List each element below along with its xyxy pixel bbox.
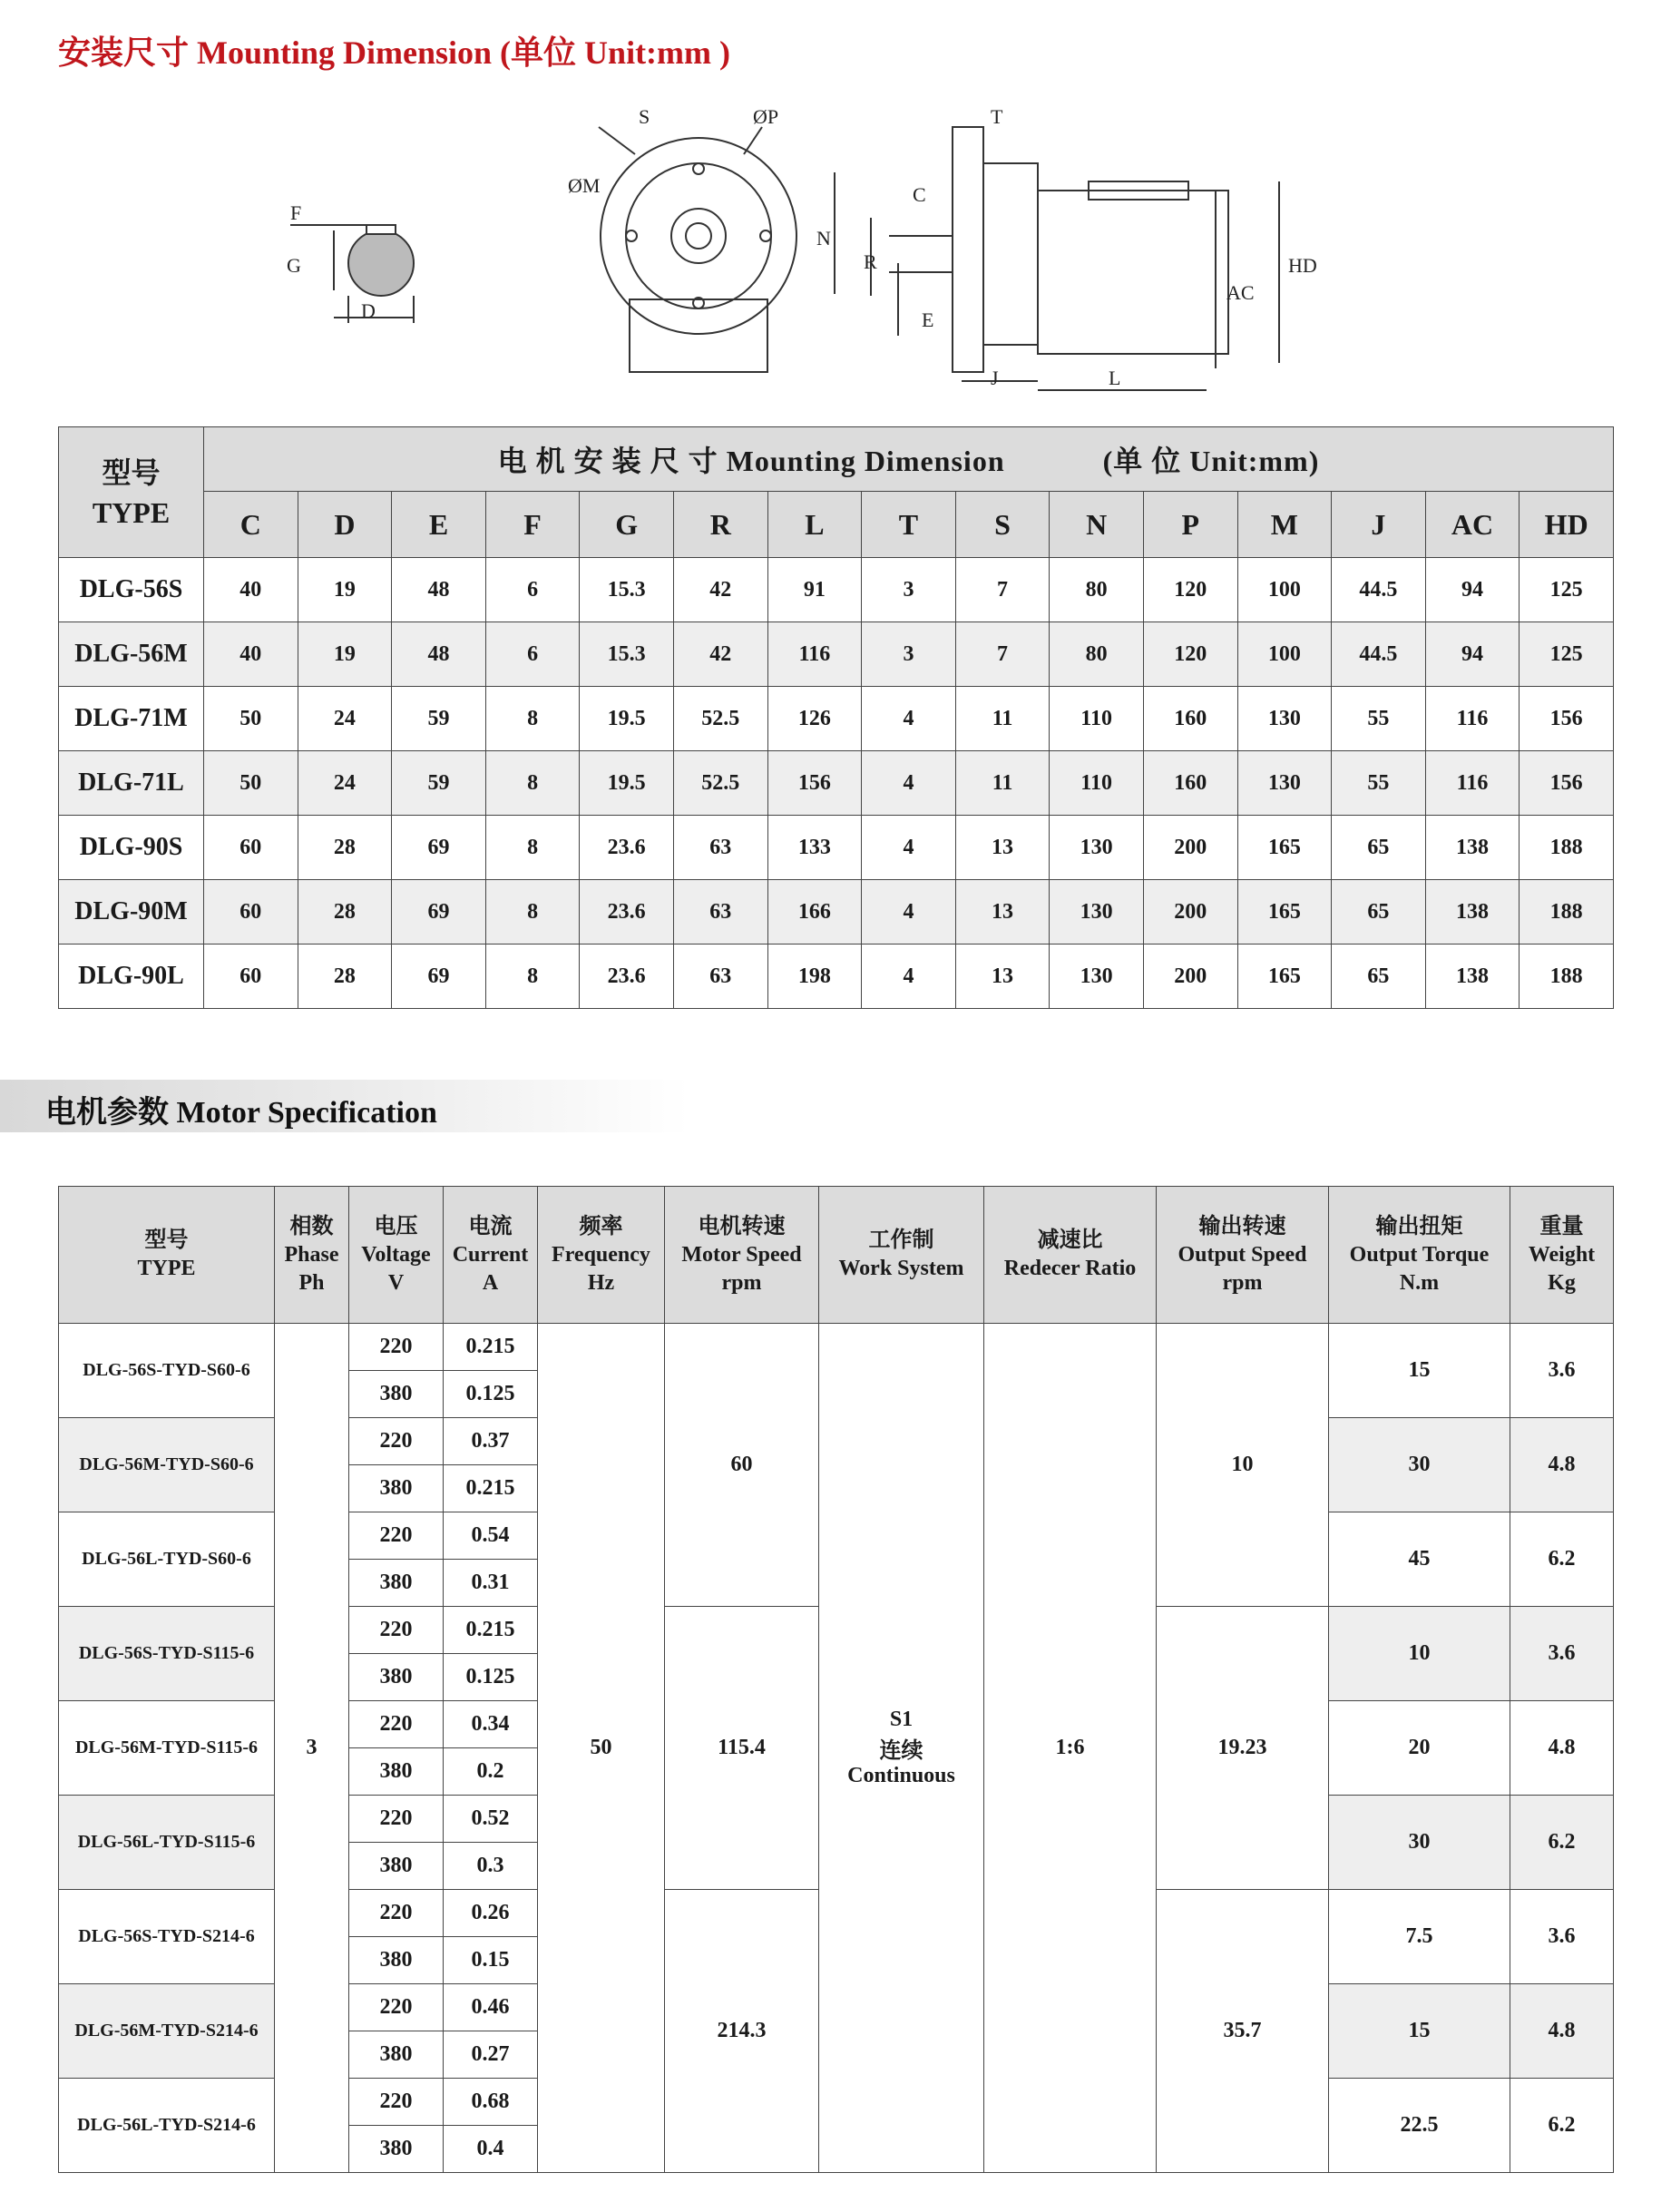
- dim-label-P: ØP: [753, 105, 779, 128]
- value-cell: 63: [673, 816, 767, 880]
- voltage-cell: 220: [349, 1701, 444, 1748]
- dim-label-HD: HD: [1288, 254, 1317, 277]
- value-cell: 138: [1425, 945, 1520, 1009]
- weight-cell: 6.2: [1510, 1512, 1614, 1607]
- value-cell: 42: [673, 558, 767, 622]
- value-cell: 65: [1332, 945, 1426, 1009]
- value-cell: 110: [1050, 751, 1144, 816]
- value-cell: 52.5: [673, 751, 767, 816]
- weight-cell: 6.2: [1510, 1796, 1614, 1890]
- ratio-cell: 1:6: [984, 1324, 1157, 2173]
- value-cell: 59: [392, 687, 486, 751]
- value-cell: 116: [1425, 687, 1520, 751]
- value-cell: 120: [1143, 622, 1237, 687]
- value-cell: 19.5: [580, 751, 674, 816]
- value-cell: 40: [204, 558, 298, 622]
- value-cell: 166: [767, 880, 862, 945]
- value-cell: 7: [955, 622, 1050, 687]
- motor-speed-cell: 214.3: [665, 1890, 819, 2173]
- value-cell: 160: [1143, 687, 1237, 751]
- phase-header: 相数 Phase Ph: [275, 1187, 349, 1324]
- column-header-m: M: [1237, 492, 1332, 558]
- table-row: [59, 751, 1614, 816]
- column-header-j: J: [1332, 492, 1426, 558]
- value-cell: 48: [392, 622, 486, 687]
- model-cell: DLG-56M-TYD-S60-6: [59, 1418, 275, 1512]
- value-cell: 40: [204, 622, 298, 687]
- value-cell: 200: [1143, 945, 1237, 1009]
- output-speed-cell: 19.23: [1157, 1607, 1329, 1890]
- dim-label-J: J: [991, 367, 999, 389]
- current-cell: 0.215: [444, 1324, 538, 1371]
- current-cell: 0.54: [444, 1512, 538, 1560]
- value-cell: 3: [862, 622, 956, 687]
- value-cell: 11: [955, 751, 1050, 816]
- current-cell: 0.52: [444, 1796, 538, 1843]
- dim-label-M: ØM: [568, 174, 601, 197]
- value-cell: 15.3: [580, 622, 674, 687]
- dim-label-E: E: [922, 308, 934, 331]
- value-cell: 42: [673, 622, 767, 687]
- value-cell: 23.6: [580, 880, 674, 945]
- value-cell: 52.5: [673, 687, 767, 751]
- weight-cell: 3.6: [1510, 1324, 1614, 1418]
- value-cell: 11: [955, 687, 1050, 751]
- current-cell: 0.15: [444, 1937, 538, 1984]
- weight-cell: 3.6: [1510, 1607, 1614, 1701]
- voltage-cell: 220: [349, 1324, 444, 1371]
- value-cell: 24: [298, 687, 392, 751]
- value-cell: 44.5: [1332, 558, 1426, 622]
- torque-cell: 10: [1329, 1607, 1510, 1701]
- voltage-cell: 380: [349, 1371, 444, 1418]
- mounting-dimension-drawing: [0, 91, 1671, 417]
- column-header-hd: HD: [1520, 492, 1614, 558]
- table-row: [59, 1324, 1614, 1371]
- model-cell: DLG-90S: [59, 816, 204, 880]
- value-cell: 65: [1332, 816, 1426, 880]
- work-system-header: 工作制 Work System: [819, 1187, 984, 1324]
- current-cell: 0.125: [444, 1654, 538, 1701]
- value-cell: 50: [204, 751, 298, 816]
- column-header-l: L: [767, 492, 862, 558]
- current-cell: 0.4: [444, 2126, 538, 2173]
- table-row: [59, 880, 1614, 945]
- voltage-cell: 380: [349, 2126, 444, 2173]
- value-cell: 156: [1520, 751, 1614, 816]
- value-cell: 8: [485, 816, 580, 880]
- torque-cell: 15: [1329, 1984, 1510, 2079]
- value-cell: 120: [1143, 558, 1237, 622]
- value-cell: 165: [1237, 816, 1332, 880]
- voltage-cell: 380: [349, 1843, 444, 1890]
- voltage-cell: 220: [349, 2079, 444, 2126]
- torque-cell: 7.5: [1329, 1890, 1510, 1984]
- value-cell: 110: [1050, 687, 1144, 751]
- phase-cell: 3: [275, 1324, 349, 2173]
- value-cell: 200: [1143, 816, 1237, 880]
- current-cell: 0.26: [444, 1890, 538, 1937]
- model-cell: DLG-56L-TYD-S214-6: [59, 2079, 275, 2173]
- section-title-mounting-dimension: 安装尺寸 Mounting Dimension (单位 Unit:mm ): [58, 34, 731, 71]
- voltage-cell: 380: [349, 2031, 444, 2079]
- model-cell: DLG-56S: [59, 558, 204, 622]
- column-header-c: C: [204, 492, 298, 558]
- weight-cell: 4.8: [1510, 1701, 1614, 1796]
- voltage-cell: 380: [349, 1465, 444, 1512]
- value-cell: 130: [1050, 816, 1144, 880]
- value-cell: 6: [485, 622, 580, 687]
- model-cell: DLG-56M-TYD-S214-6: [59, 1984, 275, 2079]
- dim-label-D: D: [361, 299, 376, 322]
- current-cell: 0.68: [444, 2079, 538, 2126]
- current-cell: 0.31: [444, 1560, 538, 1607]
- ratio-header: 减速比 Redecer Ratio: [984, 1187, 1157, 1324]
- model-cell: DLG-90L: [59, 945, 204, 1009]
- output-speed-header: 输出转速 Output Speed rpm: [1157, 1187, 1329, 1324]
- value-cell: 7: [955, 558, 1050, 622]
- weight-cell: 6.2: [1510, 2079, 1614, 2173]
- current-cell: 0.215: [444, 1607, 538, 1654]
- value-cell: 63: [673, 880, 767, 945]
- mounting-dimension-header: 电 机 安 装 尺 寸 Mounting Dimension (单 位 Unit:mm): [204, 427, 1614, 492]
- column-header-e: E: [392, 492, 486, 558]
- value-cell: 4: [862, 945, 956, 1009]
- table-row: [59, 622, 1614, 687]
- current-cell: 0.125: [444, 1371, 538, 1418]
- section-title-motor-specification: 电机参数 Motor Specification: [45, 1096, 437, 1130]
- current-header: 电流 Current A: [444, 1187, 538, 1324]
- value-cell: 160: [1143, 751, 1237, 816]
- value-cell: 60: [204, 816, 298, 880]
- value-cell: 55: [1332, 687, 1426, 751]
- frequency-header: 频率 Frequency Hz: [538, 1187, 665, 1324]
- value-cell: 23.6: [580, 816, 674, 880]
- voltage-cell: 220: [349, 1796, 444, 1843]
- voltage-cell: 380: [349, 1748, 444, 1796]
- current-cell: 0.27: [444, 2031, 538, 2079]
- table-row: [59, 945, 1614, 1009]
- voltage-cell: 220: [349, 1984, 444, 2031]
- value-cell: 91: [767, 558, 862, 622]
- value-cell: 8: [485, 880, 580, 945]
- output-speed-cell: 35.7: [1157, 1890, 1329, 2173]
- table-row: [59, 558, 1614, 622]
- table-row: [59, 816, 1614, 880]
- value-cell: 138: [1425, 880, 1520, 945]
- value-cell: 15.3: [580, 558, 674, 622]
- model-cell: DLG-56M-TYD-S115-6: [59, 1701, 275, 1796]
- value-cell: 8: [485, 687, 580, 751]
- dim-label-L: L: [1109, 367, 1121, 389]
- value-cell: 6: [485, 558, 580, 622]
- value-cell: 165: [1237, 945, 1332, 1009]
- current-cell: 0.215: [444, 1465, 538, 1512]
- value-cell: 50: [204, 687, 298, 751]
- column-header-p: P: [1143, 492, 1237, 558]
- value-cell: 130: [1050, 880, 1144, 945]
- dim-label-C: C: [913, 183, 926, 206]
- value-cell: 188: [1520, 945, 1614, 1009]
- work-system-cell: S1 连续 Continuous: [819, 1324, 984, 2173]
- current-cell: 0.34: [444, 1701, 538, 1748]
- value-cell: 69: [392, 880, 486, 945]
- motor-speed-header: 电机转速 Motor Speed rpm: [665, 1187, 819, 1324]
- value-cell: 8: [485, 945, 580, 1009]
- torque-cell: 45: [1329, 1512, 1510, 1607]
- column-header-r: R: [673, 492, 767, 558]
- table-row: [59, 687, 1614, 751]
- value-cell: 116: [767, 622, 862, 687]
- value-cell: 138: [1425, 816, 1520, 880]
- torque-cell: 15: [1329, 1324, 1510, 1418]
- value-cell: 55: [1332, 751, 1426, 816]
- column-header-s: S: [955, 492, 1050, 558]
- voltage-cell: 220: [349, 1607, 444, 1654]
- voltage-cell: 380: [349, 1937, 444, 1984]
- model-cell: DLG-56M: [59, 622, 204, 687]
- output-speed-cell: 10: [1157, 1324, 1329, 1607]
- model-cell: DLG-56L-TYD-S60-6: [59, 1512, 275, 1607]
- model-cell: DLG-71M: [59, 687, 204, 751]
- value-cell: 69: [392, 816, 486, 880]
- value-cell: 188: [1520, 816, 1614, 880]
- weight-cell: 3.6: [1510, 1890, 1614, 1984]
- model-cell: DLG-56S-TYD-S214-6: [59, 1890, 275, 1984]
- weight-header: 重量 Weight Kg: [1510, 1187, 1614, 1324]
- model-cell: DLG-56S-TYD-S115-6: [59, 1607, 275, 1701]
- value-cell: 3: [862, 558, 956, 622]
- motor-speed-cell: 115.4: [665, 1607, 819, 1890]
- value-cell: 100: [1237, 558, 1332, 622]
- current-cell: 0.2: [444, 1748, 538, 1796]
- column-header-n: N: [1050, 492, 1144, 558]
- value-cell: 60: [204, 880, 298, 945]
- dim-label-N: N: [816, 227, 831, 250]
- column-header-ac: AC: [1425, 492, 1520, 558]
- weight-cell: 4.8: [1510, 1418, 1614, 1512]
- voltage-header: 电压 Voltage V: [349, 1187, 444, 1324]
- value-cell: 165: [1237, 880, 1332, 945]
- value-cell: 125: [1520, 558, 1614, 622]
- torque-cell: 30: [1329, 1418, 1510, 1512]
- value-cell: 63: [673, 945, 767, 1009]
- value-cell: 116: [1425, 751, 1520, 816]
- value-cell: 44.5: [1332, 622, 1426, 687]
- voltage-cell: 220: [349, 1418, 444, 1465]
- dim-label-AC: AC: [1226, 281, 1255, 304]
- column-header-f: F: [485, 492, 580, 558]
- value-cell: 130: [1237, 751, 1332, 816]
- voltage-cell: 220: [349, 1890, 444, 1937]
- value-cell: 23.6: [580, 945, 674, 1009]
- dim-label-F: F: [290, 201, 302, 224]
- value-cell: 59: [392, 751, 486, 816]
- value-cell: 4: [862, 687, 956, 751]
- weight-cell: 4.8: [1510, 1984, 1614, 2079]
- dim-label-S: S: [639, 105, 650, 128]
- torque-cell: 30: [1329, 1796, 1510, 1890]
- value-cell: 80: [1050, 622, 1144, 687]
- motor-specification-table: [58, 1186, 1614, 2173]
- value-cell: 19: [298, 622, 392, 687]
- value-cell: 4: [862, 751, 956, 816]
- output-torque-header: 输出扭矩 Output Torque N.m: [1329, 1187, 1510, 1324]
- technical-drawing: [0, 91, 1671, 417]
- current-cell: 0.3: [444, 1843, 538, 1890]
- value-cell: 28: [298, 880, 392, 945]
- model-cell: DLG-71L: [59, 751, 204, 816]
- voltage-cell: 380: [349, 1654, 444, 1701]
- value-cell: 19: [298, 558, 392, 622]
- value-cell: 126: [767, 687, 862, 751]
- value-cell: 48: [392, 558, 486, 622]
- value-cell: 19.5: [580, 687, 674, 751]
- current-cell: 0.46: [444, 1984, 538, 2031]
- value-cell: 8: [485, 751, 580, 816]
- dim-label-R: R: [864, 250, 877, 273]
- value-cell: 4: [862, 816, 956, 880]
- value-cell: 94: [1425, 558, 1520, 622]
- column-header-d: D: [298, 492, 392, 558]
- value-cell: 13: [955, 880, 1050, 945]
- mounting-dimension-table: [58, 426, 1614, 1009]
- value-cell: 13: [955, 945, 1050, 1009]
- value-cell: 69: [392, 945, 486, 1009]
- value-cell: 156: [1520, 687, 1614, 751]
- frequency-cell: 50: [538, 1324, 665, 2173]
- value-cell: 28: [298, 945, 392, 1009]
- type-header: 型号 TYPE: [59, 1187, 275, 1324]
- value-cell: 100: [1237, 622, 1332, 687]
- value-cell: 94: [1425, 622, 1520, 687]
- model-cell: DLG-90M: [59, 880, 204, 945]
- value-cell: 133: [767, 816, 862, 880]
- motor-speed-cell: 60: [665, 1324, 819, 1607]
- value-cell: 13: [955, 816, 1050, 880]
- value-cell: 200: [1143, 880, 1237, 945]
- value-cell: 28: [298, 816, 392, 880]
- column-header-t: T: [862, 492, 956, 558]
- torque-cell: 22.5: [1329, 2079, 1510, 2173]
- value-cell: 65: [1332, 880, 1426, 945]
- voltage-cell: 220: [349, 1512, 444, 1560]
- model-cell: DLG-56L-TYD-S115-6: [59, 1796, 275, 1890]
- value-cell: 130: [1237, 687, 1332, 751]
- value-cell: 4: [862, 880, 956, 945]
- dim-label-T: T: [991, 105, 1003, 128]
- type-header: 型号 TYPE: [59, 427, 204, 558]
- value-cell: 80: [1050, 558, 1144, 622]
- torque-cell: 20: [1329, 1701, 1510, 1796]
- dim-label-G: G: [287, 254, 301, 277]
- value-cell: 156: [767, 751, 862, 816]
- model-cell: DLG-56S-TYD-S60-6: [59, 1324, 275, 1418]
- value-cell: 188: [1520, 880, 1614, 945]
- value-cell: 125: [1520, 622, 1614, 687]
- voltage-cell: 380: [349, 1560, 444, 1607]
- column-header-g: G: [580, 492, 674, 558]
- current-cell: 0.37: [444, 1418, 538, 1465]
- value-cell: 24: [298, 751, 392, 816]
- value-cell: 198: [767, 945, 862, 1009]
- value-cell: 60: [204, 945, 298, 1009]
- value-cell: 130: [1050, 945, 1144, 1009]
